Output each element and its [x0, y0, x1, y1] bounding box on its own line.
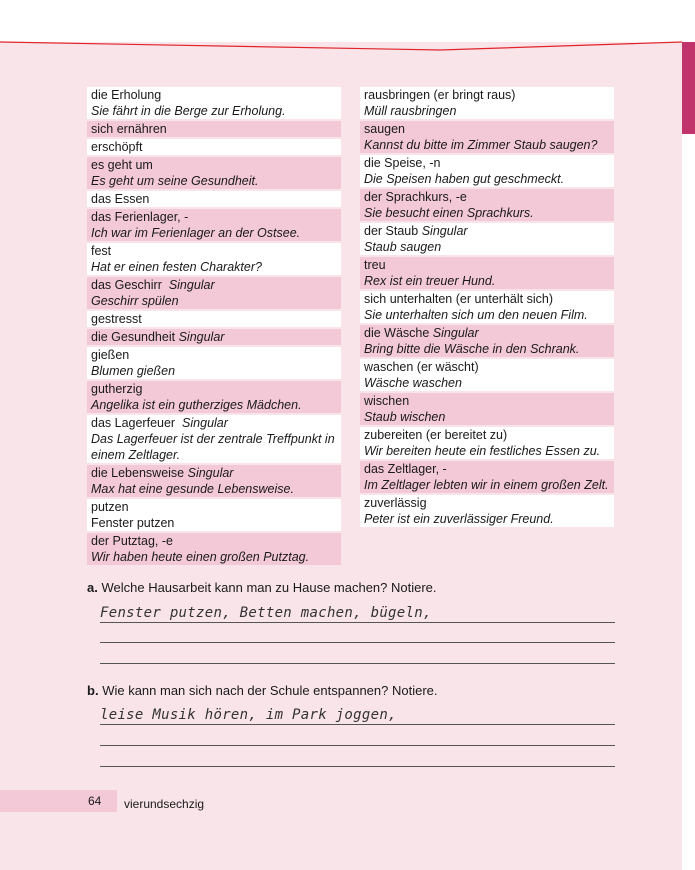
vocab-entry: das Ferienlager, - Ich war im Ferienlager an der Ostsee.	[87, 209, 341, 241]
answer-line	[100, 745, 615, 746]
vocab-entry: der Staub Singular Staub saugen	[360, 223, 614, 255]
vocab-entry: saugen Kannst du bitte im Zimmer Staub saugen?	[360, 121, 614, 153]
answer-line	[100, 766, 615, 767]
vocab-entry: der Putztag, -e Wir haben heute einen großen Putztag.	[87, 533, 341, 565]
vocab-entry: gutherzig Angelika ist ein gutherziges Mädchen.	[87, 381, 341, 413]
vocab-column-right	[360, 87, 614, 529]
vocab-entry: treu Rex ist ein treuer Hund.	[360, 257, 614, 289]
answer-line	[100, 663, 615, 664]
vocab-entry: das Geschirr Singular Geschirr spülen	[87, 277, 341, 309]
vocab-entry: die Gesundheit Singular	[87, 329, 341, 345]
chapter-tab	[682, 42, 695, 134]
answer-line	[100, 642, 615, 643]
vocab-entry: rausbringen (er bringt raus) Müll rausbringen	[360, 87, 614, 119]
vocab-entry: zuverlässig Peter ist ein zuverlässiger Freund.	[360, 495, 614, 527]
vocab-entry: das Zeltlager, - Im Zeltlager lebten wir in einem großen Zelt.	[360, 461, 614, 493]
vocab-entry: sich ernähren	[87, 121, 341, 137]
vocab-entry: gestresst	[87, 311, 341, 327]
vocab-entry: die Wäsche Singular Bring bitte die Wäsche in den Schrank.	[360, 325, 614, 357]
vocab-entry: putzen Fenster putzen	[87, 499, 341, 531]
vocab-entry: das Lagerfeuer Singular Das Lagerfeuer ist der zentrale Treffpunkt in einem Zeltlager.	[87, 415, 341, 463]
vocab-entry: gießen Blumen gießen	[87, 347, 341, 379]
answer-line	[100, 622, 615, 623]
task-b-answer[interactable]: leise Musik hören, im Park joggen,	[100, 707, 397, 723]
vocab-entry: zubereiten (er bereitet zu) Wir bereiten heute ein festliches Essen zu.	[360, 427, 614, 459]
header-divider	[0, 40, 682, 54]
task-a-answer[interactable]: Fenster putzen, Betten machen, bügeln,	[100, 605, 432, 621]
vocab-entry: erschöpft	[87, 139, 341, 155]
vocab-entry: die Speise, -n Die Speisen haben gut geschmeckt.	[360, 155, 614, 187]
vocab-entry: das Essen	[87, 191, 341, 207]
vocab-entry: waschen (er wäscht) Wäsche waschen	[360, 359, 614, 391]
vocab-entry: die Lebensweise Singular Max hat eine gesunde Lebensweise.	[87, 465, 341, 497]
vocab-entry: sich unterhalten (er unterhält sich) Sie unterhalten sich um den neuen Film.	[360, 291, 614, 323]
page-number-word: vierundsechzig	[124, 797, 205, 811]
vocab-entry: wischen Staub wischen	[360, 393, 614, 425]
vocab-entry: der Sprachkurs, -e Sie besucht einen Sprachkurs.	[360, 189, 614, 221]
task-a-question: a. Welche Hausarbeit kann man zu Hause machen? Notiere.	[87, 580, 437, 595]
answer-line	[100, 724, 615, 725]
vocab-column-left	[87, 87, 341, 567]
vocab-entry: fest Hat er einen festen Charakter?	[87, 243, 341, 275]
vocab-entry: es geht um Es geht um seine Gesundheit.	[87, 157, 341, 189]
page-number: 64	[88, 794, 102, 808]
task-b-question: b. Wie kann man sich nach der Schule entspannen? Notiere.	[87, 683, 438, 698]
vocab-entry: die Erholung Sie fährt in die Berge zur Erholung.	[87, 87, 341, 119]
